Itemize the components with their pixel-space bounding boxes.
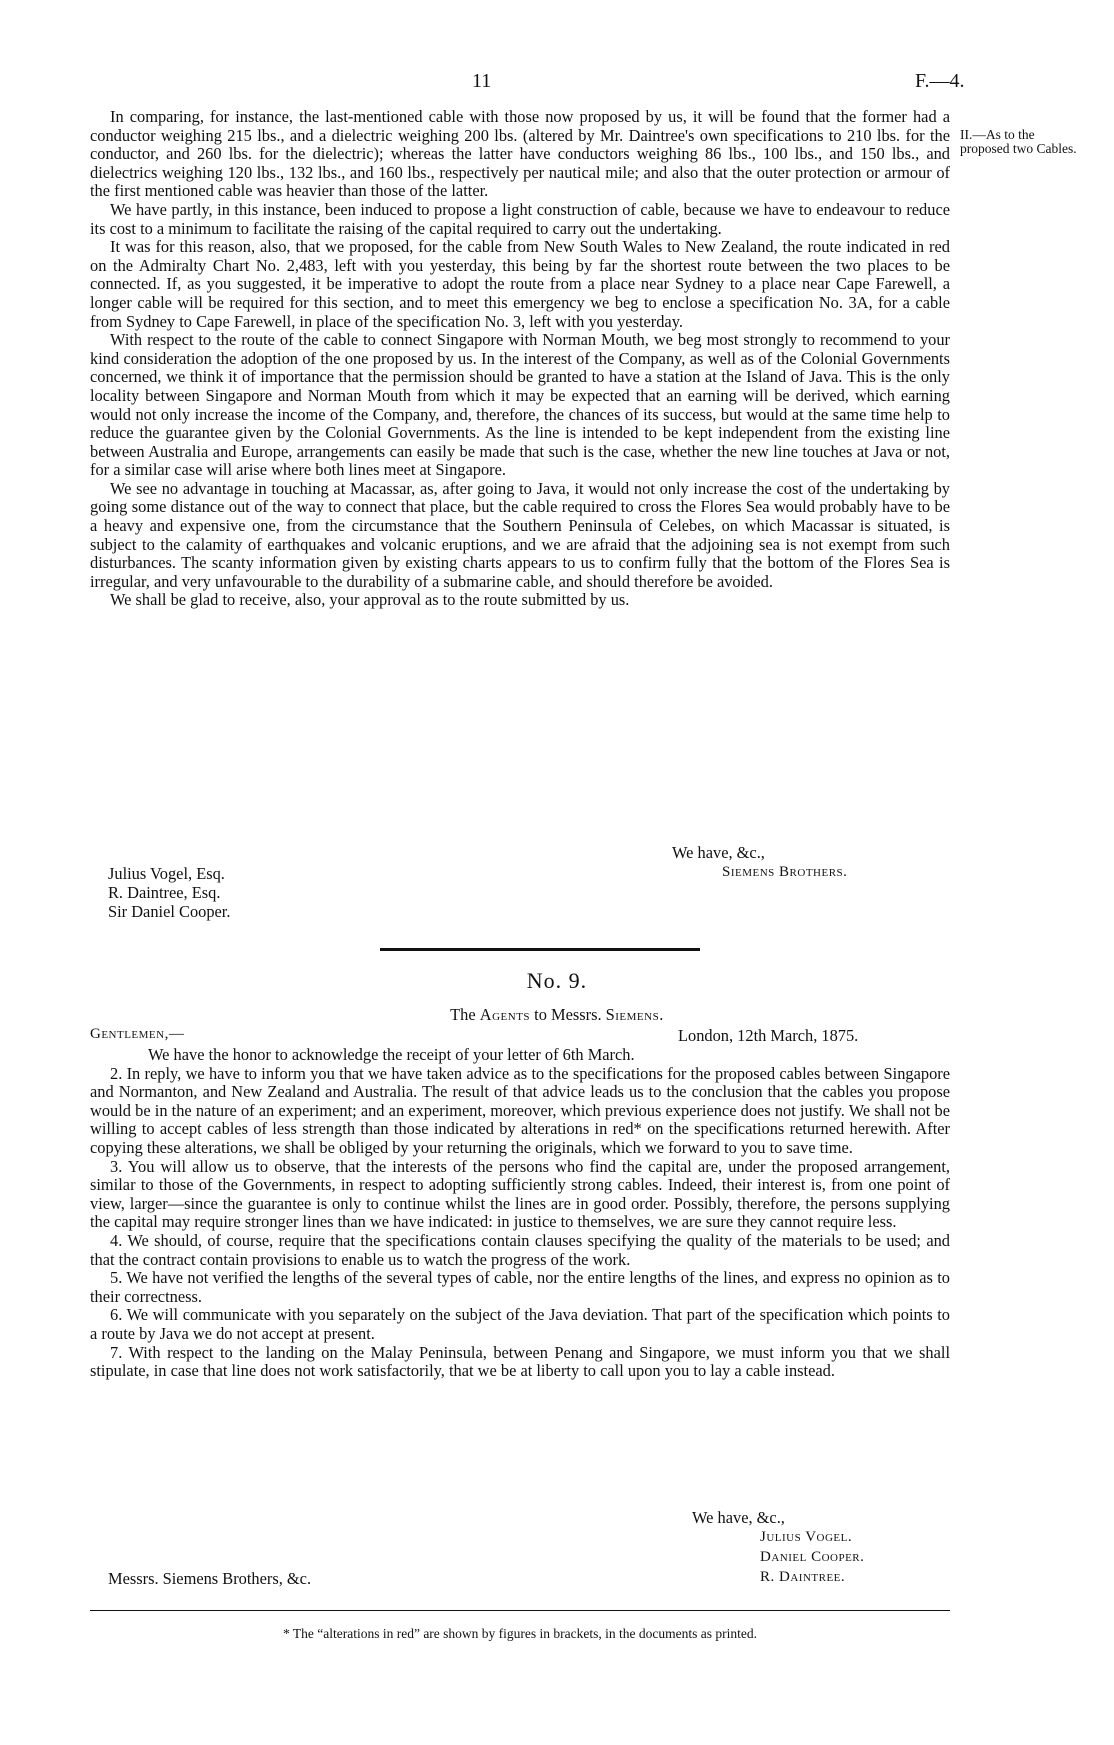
letter1-closing: We have, &c., xyxy=(672,843,765,862)
letter2-addressee: Messrs. Siemens Brothers, &c. xyxy=(108,1569,312,1588)
letter2-signatory: Daniel Cooper. xyxy=(760,1549,865,1565)
margin-note: II.—As to the proposed two Cables. xyxy=(960,127,1077,156)
paragraph: We shall be glad to receive, also, your approval as to the route submitted by us. xyxy=(110,590,630,610)
document-reference: F.—4. xyxy=(915,70,965,92)
letter-subtitle xyxy=(0,1005,1114,1025)
paragraph: We see no advantage in touching at Macassar, as, after going to Java, it would not only increase the cost of the undertaking by going some distance out of the way to connect that place, but the cable required to cross the Flores Sea would probably have to be a heavy and expensive one, from the circumstance that the Southern Peninsula of Celebes, on which Macassar is situated, is subject to the calamity of earthquakes and volcanic eruptions, and we are afraid that the adjoining sea is not exempt from such disturbances. The scanty information given by existing charts appears to us to confirm fully that the bottom of the Flores Sea is irregular, and very unfavourable to the durability of a submarine cable, and should therefore be avoided. xyxy=(90,478,950,591)
subtitle-agents: Agents xyxy=(479,1005,531,1024)
footnote: * The “alterations in red” are shown by figures in brackets, in the documents as printed. xyxy=(283,1626,757,1641)
letter1-addressee: Sir Daniel Cooper. xyxy=(108,902,231,921)
paragraph: 7. With respect to the landing on the Malay Peninsula, between Penang and Singapore, we must inform you that we shall stipulate, in case that line does not work satisfactorily, that we be at liberty to call upon you to lay a cable instead. xyxy=(90,1342,950,1381)
section-divider xyxy=(380,948,700,951)
page-number: 11 xyxy=(472,70,492,92)
letter-date: London, 12th March, 1875. xyxy=(678,1026,859,1045)
paragraph: It was for this reason, also, that we proposed, for the cable from New South Wales to New Zealand, the route indicated in red on the Admiralty Chart No. 2,483, left with you yesterday, this being by far the shortest route between the two places to be connected. If, as you suggested, it be imperative to adopt the route from a place near Sydney to a place near Cape Farewell, a longer cable will be required for this section, and to meet this emergency we beg to enclose a specification No. 3A, for a cable from Sydney to Cape Farewell, in place of the specification No. 3, left with you yesterday. xyxy=(90,237,950,331)
paragraph: In comparing, for instance, the last-mentioned cable with those now proposed by us, it will be found that the former had a conductor weighing 215 lbs., and a dielectric weighing 200 lbs. (altered by Mr. Daintree's own specifications to 210 lbs. for the conductor, and 260 lbs. for the dielectric); whereas the latter have conductors weighing 86 lbs., 100 lbs., and 150 lbs., and dielectrics weighing 120 lbs., 132 lbs., and 160 lbs., respectively per nautical mile; and also that the outer protection or armour of the first mentioned cable was heavier than those of the latter. xyxy=(90,107,950,201)
paragraph: We have partly, in this instance, been induced to propose a light construction of cable, because we have to endeavour to reduce its cost to a minimum to facilitate the raising of the capital required to carry out the undertaking. xyxy=(90,199,950,238)
letter1-signatory: Siemens Brothers. xyxy=(722,864,848,880)
paragraph: 4. We should, of course, require that the specifications contain clauses specifying the quality of the materials to be used; and that the contract contain provisions to enable us to watch the progress of the work. xyxy=(90,1230,950,1269)
subtitle-siemens: Siemens. xyxy=(605,1005,664,1024)
subtitle-prefix: The xyxy=(450,1005,476,1024)
letter2-closing: We have, &c., xyxy=(692,1508,785,1527)
paragraph: We have the honor to acknowledge the receipt of your letter of 6th March. xyxy=(148,1045,635,1064)
letter1-addressee: Julius Vogel, Esq. xyxy=(108,864,225,883)
letter1-addressee: R. Daintree, Esq. xyxy=(108,883,221,902)
letter2-body xyxy=(90,1046,950,1381)
letter-number: No. 9. xyxy=(526,968,588,993)
paragraph: 5. We have not verified the lengths of the several types of cable, nor the entire lengths of the lines, and express no opinion as to their correctness. xyxy=(90,1268,950,1306)
paragraph: 6. We will communicate with you separately on the subject of the Java deviation. That part of the specification which points to a route by Java we do not accept at present. xyxy=(90,1305,950,1343)
letter2-signatory: R. Daintree. xyxy=(760,1569,846,1585)
salutation: Gentlemen,— xyxy=(90,1026,185,1042)
paragraph: 3. You will allow us to observe, that the interests of the persons who find the capital are, under the proposed arrangement, similar to those of the Governments, in respect to adopting sufficiently strong cables. Indeed, their interest is, from one point of view, larger—since the guarantee is only to continue whilst the lines are in good order. Possibly, therefore, the persons supplying the capital may require stronger lines than we have indicated: in justice to themselves, we are sure they cannot require less. xyxy=(90,1156,950,1232)
letter2-signatory: Julius Vogel. xyxy=(760,1529,853,1545)
paragraph: 2. In reply, we have to inform you that we have taken advice as to the specifications for the proposed cables between Singapore and Normanton, and New Zealand and Australia. The result of that advice leads us to the conclusion that the cables you propose would be in the nature of an experiment; and an experiment, moreover, which previous experience does not justify. We shall not be willing to accept cables of less strength than those indicated by alterations in red* on the specifications returned herewith. After copying these alterations, we shall be obliged by your returning the originals, which we forward to you to save time. xyxy=(90,1063,950,1157)
footnote-rule xyxy=(90,1610,950,1611)
subtitle-mid: to Messrs. xyxy=(534,1005,602,1024)
letter1-body xyxy=(90,108,950,610)
paragraph: With respect to the route of the cable to connect Singapore with Norman Mouth, we beg most strongly to recommend to your kind consideration the adoption of the one proposed by us. In the interest of the Company, as well as of the Colonial Governments concerned, we think it of importance that the permission should be granted to have a station at the Island of Java. This is the only locality between Singapore and Norman Mouth from which it may be expected that an earning will be derived, which earning would not only increase the income of the Company, and, therefore, the chances of its success, but would at the same time help to reduce the guarantee given by the Colonial Governments. As the line is intended to be kept independent from the existing line between Australia and Europe, arrangements can easily be made that such is the case, whether the new line touches at Java or not, for a similar case will arise where both lines meet at Singapore. xyxy=(90,330,950,480)
